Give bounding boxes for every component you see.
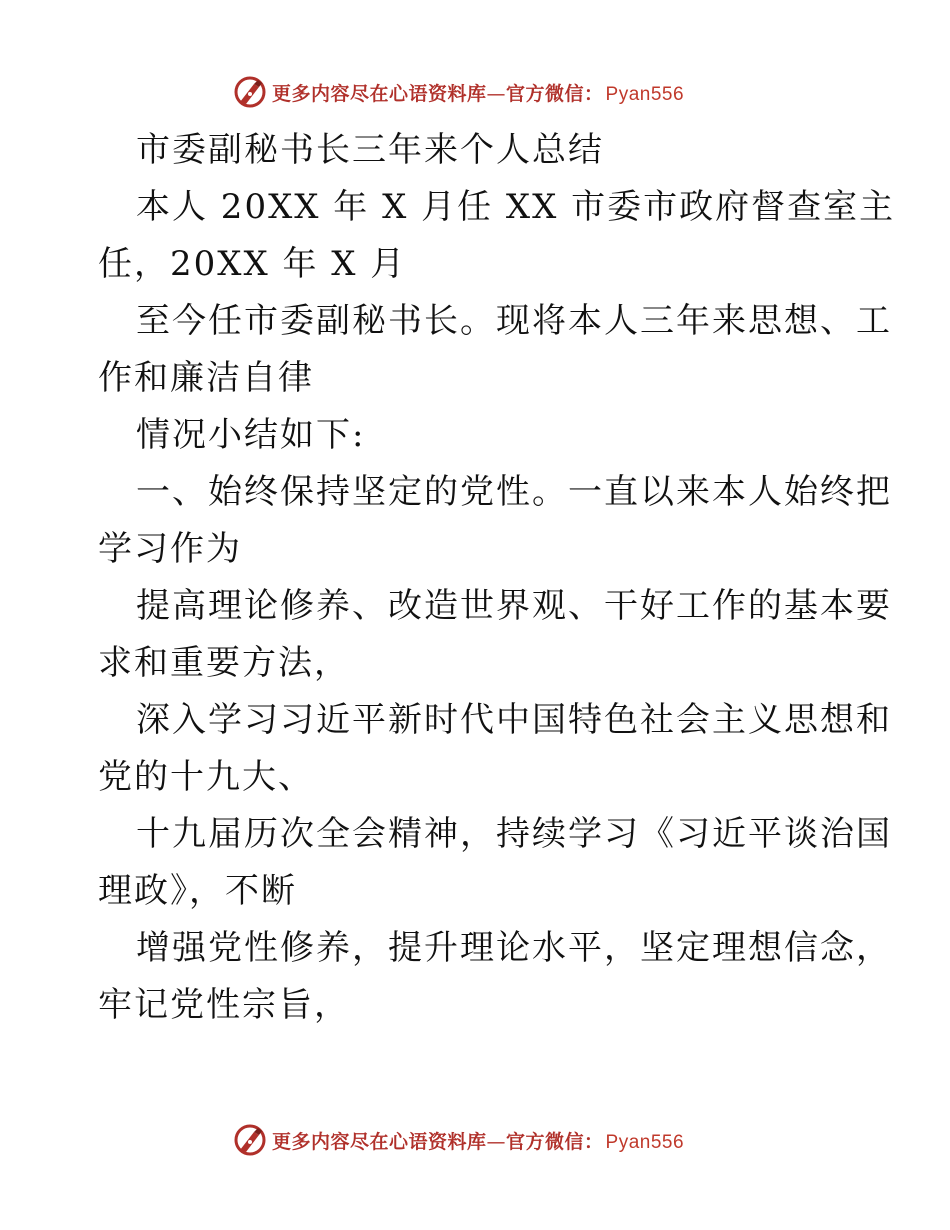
paragraph-line: 至今任市委副秘书长。现将本人三年来思想、工 xyxy=(136,301,892,341)
paragraph-line: 提高理论修养、改造世界观、干好工作的基本要 xyxy=(136,586,892,626)
banner-wechat-id: Pyan556 xyxy=(605,83,685,105)
paragraph-line: 深入学习习近平新时代中国特色社会主义思想和 xyxy=(136,700,892,740)
banner-text xyxy=(272,1127,684,1154)
paragraph-line: 党的十九大、 xyxy=(98,757,314,797)
paragraph-line: 求和重要方法， xyxy=(98,643,350,683)
banner-separator: — xyxy=(486,82,507,105)
paragraph-line: 学习作为 xyxy=(98,529,242,569)
banner-slogan: 更多内容尽在心语资料库 xyxy=(272,1130,487,1153)
header-banner xyxy=(232,72,792,112)
banner-wechat-label: 官方微信： xyxy=(506,82,604,105)
section-heading-line: 一、始终保持坚定的党性。一直以来本人始终把 xyxy=(136,472,892,512)
paragraph-line: 情况小结如下: xyxy=(136,415,366,455)
paragraph-line: 十九届历次全会精神，持续学习《习近平谈治国 xyxy=(136,814,892,854)
paragraph-line: 作和廉洁自律 xyxy=(98,358,314,398)
banner-wechat-label: 官方微信： xyxy=(506,1130,604,1153)
paragraph-line: 牢记党性宗旨， xyxy=(98,985,350,1025)
banner-wechat-id: Pyan556 xyxy=(605,1131,685,1153)
footer-banner xyxy=(232,1120,792,1160)
document-body xyxy=(98,122,896,1034)
banner-slogan: 更多内容尽在心语资料库 xyxy=(272,82,487,105)
pen-nib-logo-icon xyxy=(232,74,268,110)
paragraph-line: 任，20XX 年 X 月 xyxy=(98,244,407,284)
banner-separator: — xyxy=(486,1130,507,1153)
paragraph-line: 增强党性修养，提升理论水平，坚定理想信念， xyxy=(136,928,892,968)
document-title: 市委副秘书长三年来个人总结 xyxy=(136,130,604,170)
paragraph-line: 本人 20XX 年 X 月任 XX 市委市政府督查室主 xyxy=(136,187,896,227)
pen-nib-logo-icon xyxy=(232,1122,268,1158)
paragraph-line: 理政》，不断 xyxy=(98,871,297,911)
banner-text xyxy=(272,79,684,106)
